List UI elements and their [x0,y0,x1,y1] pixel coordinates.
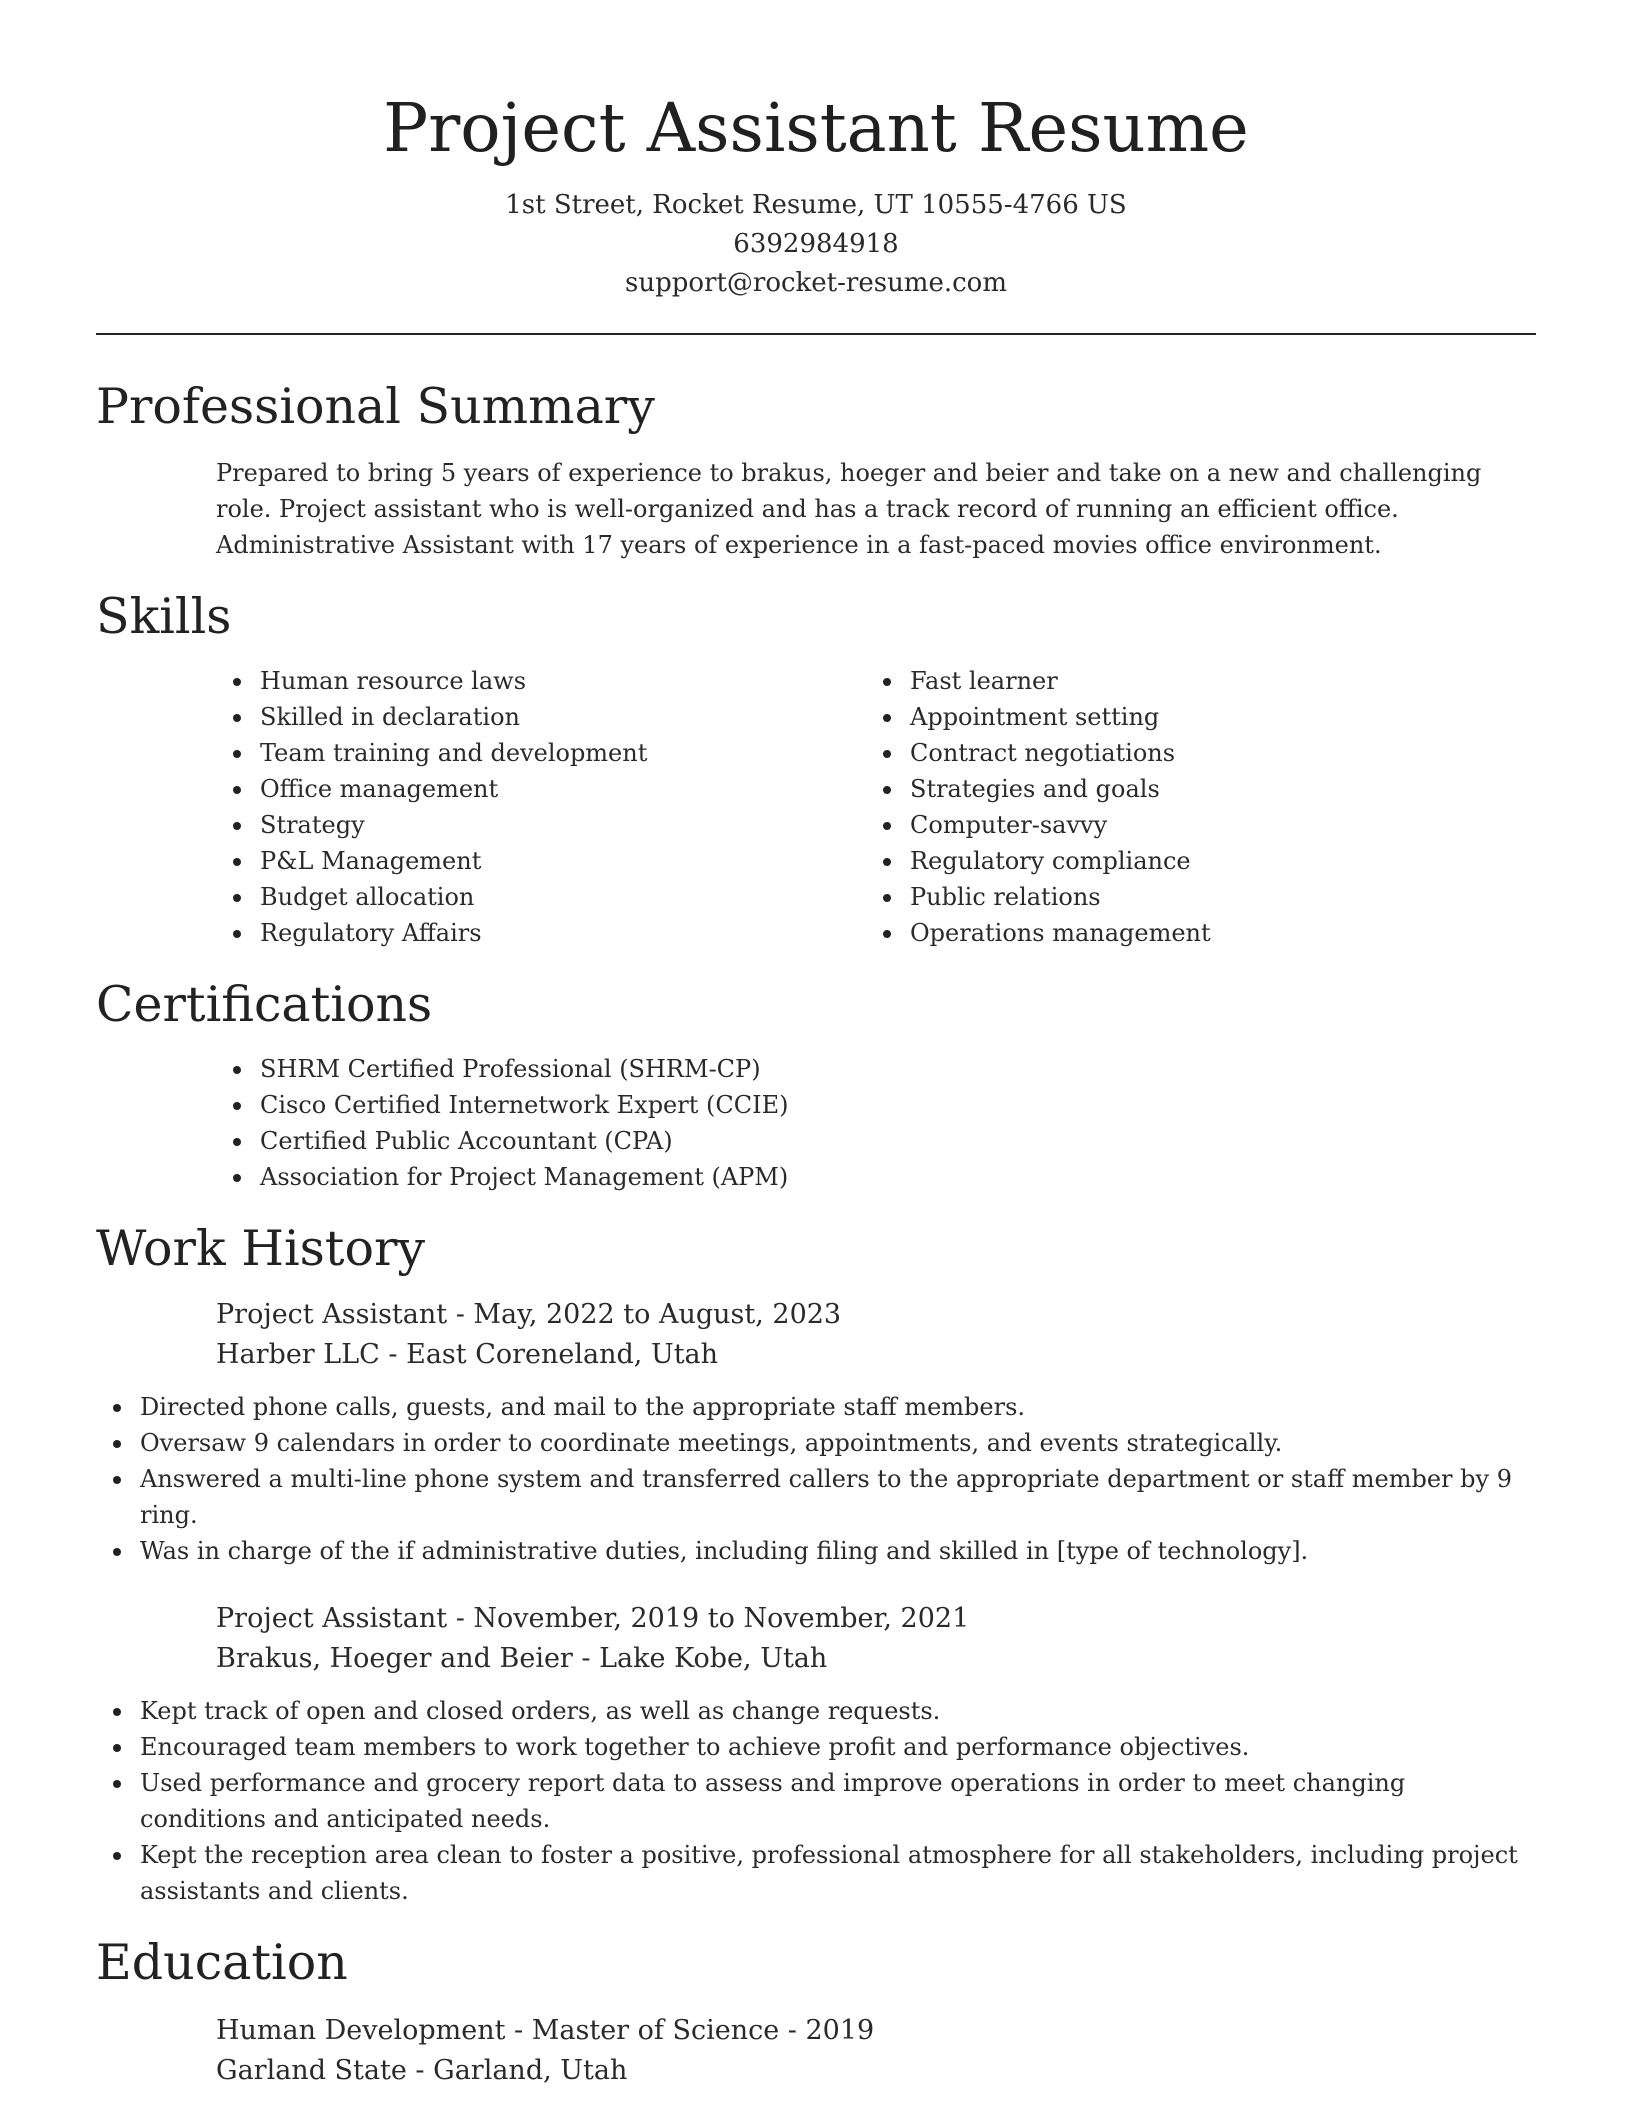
skill-item: P&L Management [260,843,746,879]
job-bullet: Oversaw 9 calendars in order to coordinate meetings, appointments, and events strategically. [140,1425,1536,1461]
contact-phone: 6392984918 [733,229,899,259]
job-bullet: Was in charge of the if administrative duties, including filing and skilled in [type of technology]. [140,1533,1536,1569]
job-bullet: Kept track of open and closed orders, as well as change requests. [140,1693,1536,1729]
certification-item: Association for Project Management (APM) [260,1159,1536,1195]
skill-item: Contract negotiations [910,735,1536,771]
certification-item: SHRM Certified Professional (SHRM-CP) [260,1051,1536,1087]
section-title-summary: Professional Summary [96,378,655,435]
skill-item: Operations management [910,915,1536,951]
summary-text: Prepared to bring 5 years of experience to brakus, hoeger and beier and take on a new and challenging role. Project assistant who is well-organized and has a track record of running an efficient office. Administrative Assistant with 17 years of experience in a fast-paced movies office environment. [216,459,1482,559]
skill-item: Budget allocation [260,879,746,915]
contact-block [96,186,1536,303]
skill-item: Office management [260,771,746,807]
education-entry [216,2011,1536,2091]
job-company-line: Brakus, Hoeger and Beier - Lake Kobe, Utah [216,1643,828,1674]
skill-item: Regulatory Affairs [260,915,746,951]
header-divider [96,333,1536,335]
job-role-line: Project Assistant - November, 2019 to November, 2021 [216,1603,970,1634]
job-entry [216,1295,1536,1375]
skills-list-left [96,663,746,951]
certification-item: Certified Public Accountant (CPA) [260,1123,1536,1159]
skill-item: Skilled in declaration [260,699,746,735]
skills-list-right [746,663,1536,951]
job-bullet: Answered a multi-line phone system and transferred callers to the appropriate department or staff member by 9 ring. [140,1461,1536,1533]
job-bullet: Kept the reception area clean to foster a positive, professional atmosphere for all stakeholders, including project assistants and clients. [140,1837,1536,1909]
section-title-work-history: Work History [96,1220,426,1277]
skill-item: Human resource laws [260,663,746,699]
skill-item: Team training and development [260,735,746,771]
certification-item: Cisco Certified Internetwork Expert (CCIE) [260,1087,1536,1123]
education-school-line: Garland State - Garland, Utah [216,2055,628,2086]
resume-page [96,0,1536,2091]
skill-item: Computer-savvy [910,807,1536,843]
skill-item: Appointment setting [910,699,1536,735]
job-bullet-list [96,1693,1536,1909]
section-title-education: Education [96,1934,348,1991]
skill-item: Regulatory compliance [910,843,1536,879]
skill-item: Fast learner [910,663,1536,699]
job-bullet: Directed phone calls, guests, and mail to the appropriate staff members. [140,1389,1536,1425]
skills-columns [96,663,1536,951]
job-company-line: Harber LLC - East Coreneland, Utah [216,1339,719,1370]
contact-email: support@rocket-resume.com [624,268,1007,298]
skill-item: Strategy [260,807,746,843]
skill-item: Strategies and goals [910,771,1536,807]
skill-item: Public relations [910,879,1536,915]
section-title-certifications: Certifications [96,976,433,1033]
job-bullet-list [96,1389,1536,1569]
certifications-list [96,1051,1536,1195]
job-entry [216,1599,1536,1679]
education-degree-line: Human Development - Master of Science - 2019 [216,2015,875,2046]
contact-address: 1st Street, Rocket Resume, UT 10555-4766 US [505,190,1127,220]
job-bullet: Encouraged team members to work together to achieve profit and performance objectives. [140,1729,1536,1765]
resume-title: Project Assistant Resume [383,89,1249,167]
section-title-skills: Skills [96,588,232,645]
job-bullet: Used performance and grocery report data to assess and improve operations in order to meet changing conditions and anticipated needs. [140,1765,1536,1837]
job-role-line: Project Assistant - May, 2022 to August, 2023 [216,1299,842,1330]
